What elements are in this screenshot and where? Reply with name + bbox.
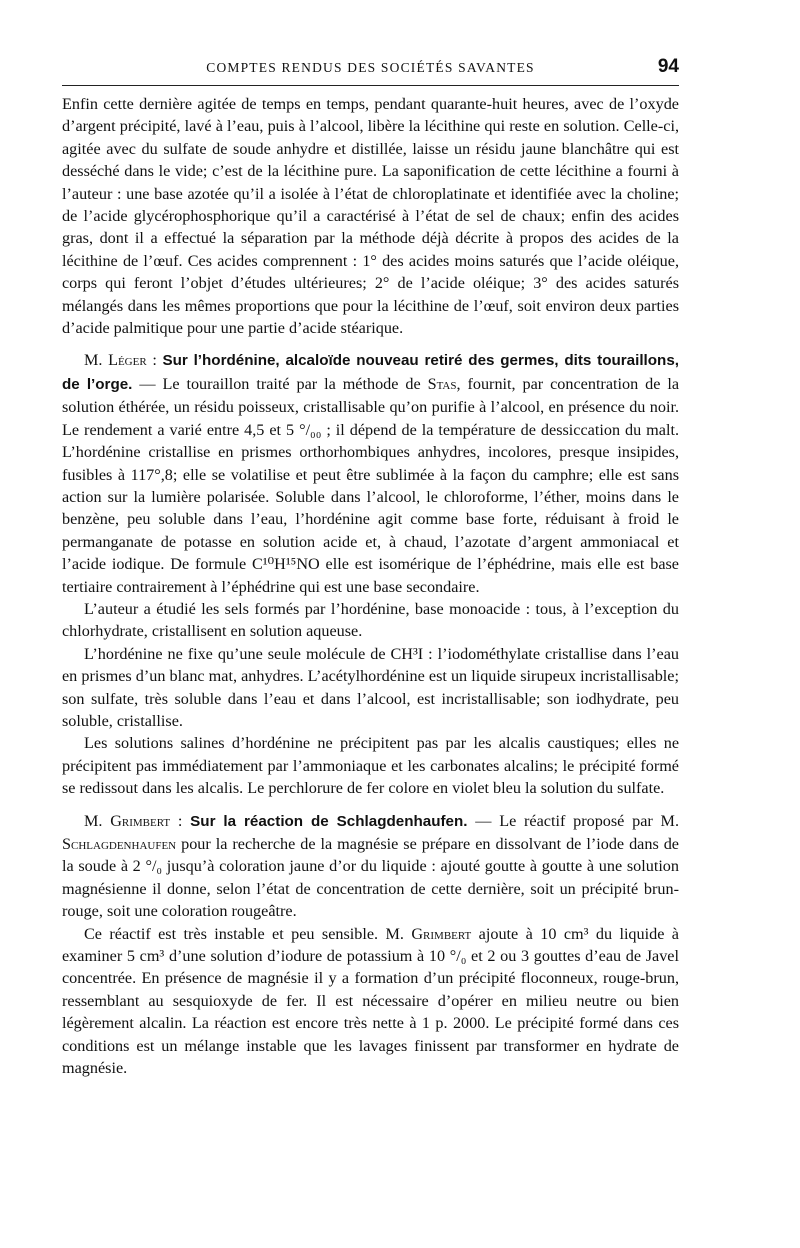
p7-text-a: Ce réactif est très instable et peu sensible. M. bbox=[84, 924, 412, 943]
name-stas: Stas bbox=[427, 374, 457, 393]
running-title: COMPTES RENDUS DES SOCIÉTÉS SAVANTES bbox=[206, 60, 535, 75]
topic-schlagdenhaufen: Sur la réaction de Schlagdenhaufen. bbox=[190, 812, 468, 830]
paragraph-grimbert-reaction: M. Grimbert : Sur la réaction de Schlagdenhaufen. — Le réactif proposé par M. Schlagdenhaufen pour la recherche de la magnésie se prépare en dissolvant de l’iode dans de la soude à 2 °/₀ jusqu’à coloration jaune d’or du liquide : ajouté goutte à goutte à une solution magnésienne il donne, selon l’état de concentration de cette dernière, soit un précipité brun-rouge, soit une coloration rougeâtre. bbox=[62, 811, 679, 921]
paragraph-leger-hordenine: M. Léger : Sur l’hordénine, alcaloïde nouveau retiré des germes, dits touraillons, de l’orge. — Le touraillon traité par la méthode de Stas, fournit, par concentration de la solution éthérée, un résidu poisseux, cristallisable qu’on purifie à l’alcool, en présence du noir. Le rendement a varié entre 4,5 et 5 °/₀₀ ; il dépend de la température de dessiccation du malt. L’hordénine cristallise en prismes orthorhombiques anhydres, incolores, presque insipides, fusibles à 117°,8; elle se volatilise et peut être sublimée à la façon du camphre; elle est sans action sur la lumière polarisée. Soluble dans l’alcool, le chloroforme, l’éther, moins dans le benzène, peu soluble dans l’eau, l’hordénine agit comme base forte, réduisant à froid le permanganate de potasse en solution acide et, à chaud, l’azotate d’argent ammoniacal et l’acide iodique. De formule C¹⁰H¹⁵NO elle est isomérique de l’éphédrine, mais elle est base tertiaire contrairement à l’éphédrine qui est une base secondaire. bbox=[62, 351, 680, 596]
paragraph-grimbert-modification bbox=[62, 923, 679, 1080]
leger-text-a: — Le touraillon traité par la méthode de bbox=[132, 374, 428, 393]
grimbert-text-b: pour la recherche de la magnésie se prépare en dissolvant de l’iode dans de la soude à 2 °/₀ jusqu’à coloration jaune d’or du liquide : ajouté goutte à goutte à une solution magnésienne il donne, selon l’état de concentration de cette dernière, soit un précipité brun-rouge, soit une coloration rougeâtre. bbox=[62, 835, 679, 921]
name-grimbert: Grimbert bbox=[411, 924, 472, 943]
article-body bbox=[62, 93, 679, 1079]
author-leger: M. Léger bbox=[84, 351, 147, 370]
name-schlagdenhaufen: Schlagdenhaufen bbox=[62, 835, 177, 853]
paragraph-hordenine-solutions: Les solutions salines d’hordénine ne précipitent pas par les alcalis caustiques; elles ne précipitent pas immédiatement par l’ammoniaque et les carbonates alcalins; le précipité formé se redissout dans les alcalis. Le perchlorure de fer colore en violet bleu la solution du sulfate. bbox=[62, 734, 679, 798]
paragraph-hordenine-methylation: L’hordénine ne fixe qu’une seule molécule de CH³I : l’iodométhylate cristallise dans l’eau en prismes d’un blanc mat, anhydres. L’acétylhordénine est un liquide sirupeux incristallisable; son sulfate, très soluble dans l’eau et dans l’alcool, est incristallisable; son iodhydrate, peu soluble, cristallise. bbox=[62, 644, 679, 730]
p7-text-b: ajoute à 10 cm³ du liquide à examiner 5 cm³ d’une solution d’iodure de potassium à 10 °/₀ et 2 ou 3 gouttes d’eau de Javel concentrée. En présence de magnésie il y a formation d’un précipité floconneux, rouge-brun, ressemblant au sesquioxyde de fer. Il est nécessaire d’opérer en milieu neutre ou bien légèrement alcalin. La réaction est encore très nette à 1 p. 2000. Le précipité formé dans ces conditions est un mélange instable que les lavages finissent par transformer en hydrate de magnésie. bbox=[62, 924, 679, 1078]
running-head bbox=[62, 58, 679, 82]
paragraph-lecithin: Enfin cette dernière agitée de temps en temps, pendant quarante-huit heures, avec de l’oxyde d’argent précipité, lavé à l’eau, puis à l’alcool, libère la lécithine qui reste en solution. Celle-ci, agitée avec du sulfate de soude anhydre et distillée, laisse un résidu jaune blanchâtre qui est desséché dans le vide; c’est de la lécithine pure. La saponification de cette lécithine a fourni à l’auteur : une base azotée qu’il a isolée à l’état de chloroplatinate et identifiée avec la choline; de l’acide glycérophosphorique qu’il a caractérisé à l’état de sel de chaux; enfin des acides gras, dont il a effectué la séparation par la méthode déjà décrite à propos des acides de la lécithine de l’œuf. Ces acides comprennent : 1° des acides moins saturés que l’acide oléique, corps qui feront l’objet d’études ultérieures; 2° de l’acide oléique; 3° des acides saturés mélangés dans les mêmes proportions que pour la lécithine de l’œuf, soit environ deux parties d’acide palmitique pour une partie d’acide stéarique. bbox=[62, 95, 679, 338]
topic-hordenine: Sur l’hordénine, alcaloïde nouveau retiré des germes, dits touraillons, de l’orge. bbox=[62, 352, 679, 393]
grimbert-text-a: — Le réactif proposé par M. bbox=[467, 811, 679, 830]
header-rule bbox=[62, 85, 679, 86]
author-grimbert: M. Grimbert bbox=[84, 811, 171, 830]
paragraph-hordenine-salts: L’auteur a étudié les sels formés par l’hordénine, base monoacide : tous, à l’exception du chlorhydrate, cristallisent en solution aqueuse. bbox=[62, 599, 679, 641]
leger-text-b: , fournit, par concentration de la solution éthérée, un résidu poisseux, cristallisable qu’on purifie à l’alcool, en présence du noir. Le rendement a varié entre 4,5 et 5 °/₀₀ ; il dépend de la température de dessiccation du malt. L’hordénine cristallise en prismes orthorhombiques anhydres, incolores, presque insipides, fusibles à 117°,8; elle se volatilise et peut être sublimée à la façon du camphre; elle est sans action sur la lumière polarisée. Soluble dans l’alcool, le chloroforme, l’éther, moins dans le benzène, peu soluble dans l’eau, l’hordénine agit comme base forte, réduisant à froid le permanganate de potasse en solution acide et, à chaud, l’azotate d’argent ammoniacal et l’acide iodique. De formule C¹⁰H¹⁵NO elle est isomérique de l’éphédrine, mais elle est base tertiaire contrairement à l’éphédrine qui est une base secondaire. bbox=[62, 374, 680, 596]
page-number: 94 bbox=[657, 56, 679, 77]
